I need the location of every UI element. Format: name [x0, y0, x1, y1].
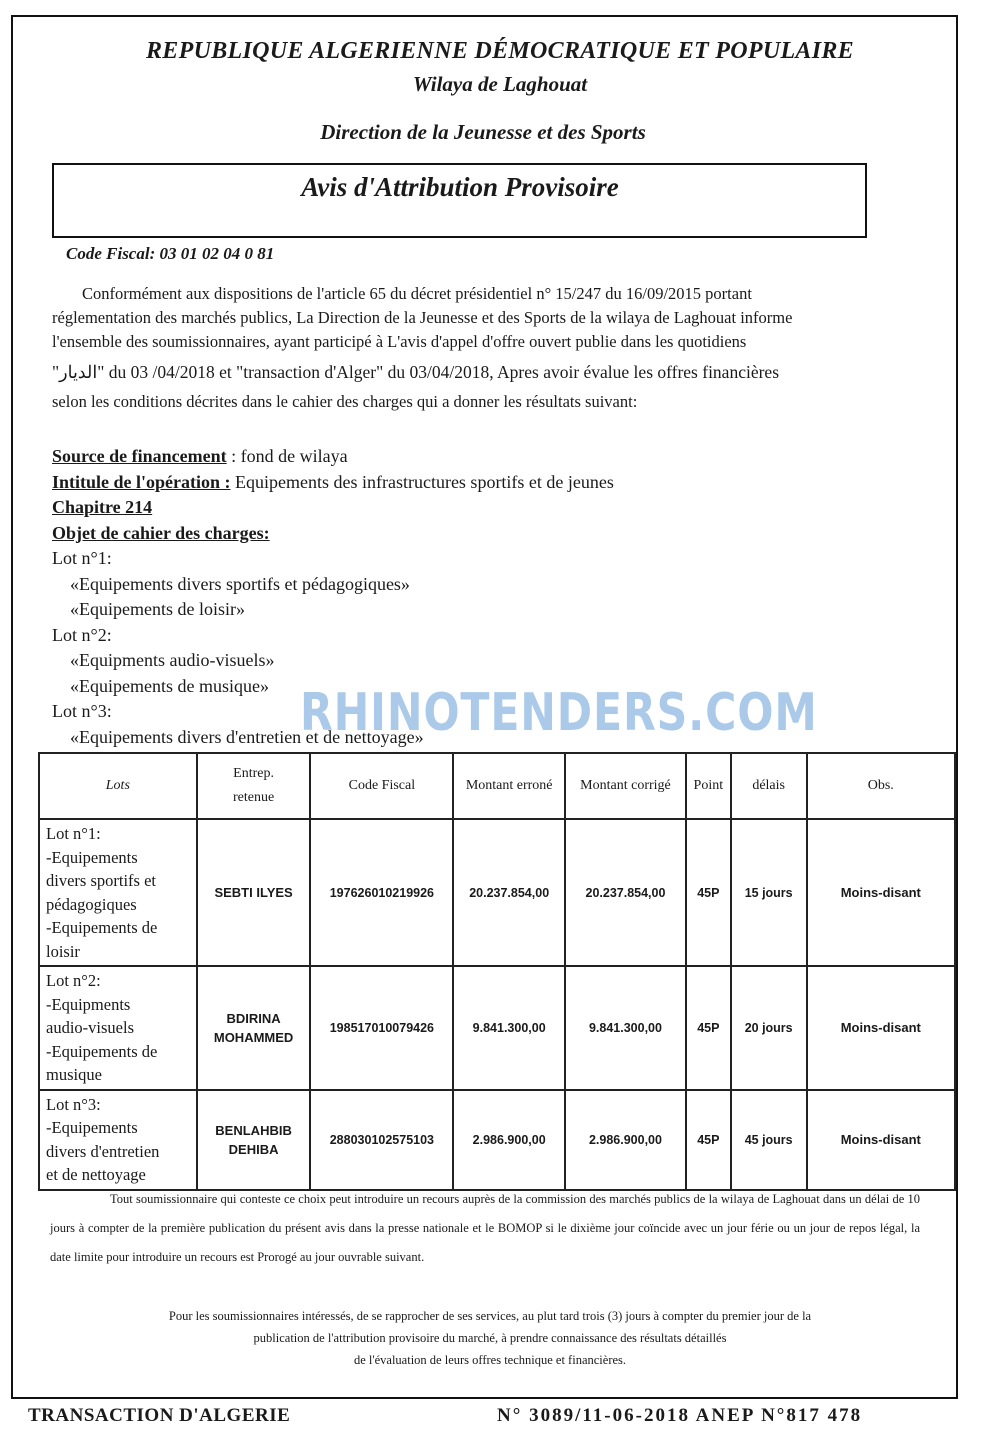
- intitule-value: Equipements des infrastructures sportifs et de jeunes: [230, 471, 614, 492]
- info-line: de l'évaluation de leurs offres technique et financières.: [353, 1353, 627, 1367]
- col-header-lots: Lots: [39, 753, 197, 819]
- montant-corrige-cell: 2.986.900,00: [565, 1090, 686, 1190]
- code-fiscal-cell: 288030102575103: [310, 1090, 453, 1190]
- entreprise-cell: [197, 1090, 311, 1190]
- col-header-montant-corrige: Montant corrigé: [565, 753, 686, 819]
- lot-line: loisir: [46, 941, 80, 961]
- lot-heading: Lot n°2:: [52, 624, 112, 645]
- point-cell: 45P: [686, 1090, 731, 1190]
- montant-errone-cell: 20.237.854,00: [453, 819, 565, 966]
- entreprise-name: MOHAMMED: [213, 1029, 294, 1045]
- lot-line: Lot n°2:: [46, 971, 101, 990]
- publication-name: TRANSACTION D'ALGERIE: [28, 1405, 291, 1426]
- col-header-point: Point: [686, 753, 731, 819]
- direction-heading: Direction de la Jeunesse et des Sports: [320, 120, 646, 144]
- table-row: [39, 1090, 955, 1190]
- entreprise-name: BDIRINA: [226, 1010, 281, 1026]
- lot-line: Lot n°1:: [46, 824, 101, 843]
- lot-line: -Equipments: [46, 994, 131, 1014]
- lot-line: audio-visuels: [46, 1018, 134, 1037]
- col-header-delais: délais: [731, 753, 807, 819]
- intro-line: Conformément aux dispositions de l'article 65 du décret présidentiel n° 15/247 du 16/09/2015 portant: [82, 284, 752, 303]
- lot-cell: [39, 1090, 197, 1190]
- source-value: : fond de wilaya: [226, 446, 348, 466]
- intitule-line: [52, 470, 614, 496]
- col-header-entreprise: [197, 753, 311, 819]
- lot-line: -Equipements de: [46, 1041, 158, 1061]
- page-title: Avis d'Attribution Provisoire: [301, 172, 619, 202]
- lot-line: divers d'entretien: [46, 1141, 160, 1161]
- code-fiscal-cell: 198517010079426: [310, 966, 453, 1090]
- info-line: Pour les soumissionnaires intéressés, de se rapprocher de ses services, au plut tard trois (3) jours à compter du premier jour de la: [168, 1309, 812, 1323]
- intro-line: selon les conditions décrites dans le cahier des charges qui a donner les résultats suivant:: [52, 392, 638, 411]
- lot-item: «Equipements de loisir»: [70, 599, 245, 619]
- lot-line: pédagogiques: [46, 894, 137, 914]
- entreprise-cell: [197, 966, 311, 1090]
- info-paragraph: [60, 1305, 920, 1371]
- intro-line: réglementation des marchés publics, La Direction de la Jeunesse et des Sports de la wilaya de Laghouat informe: [52, 308, 793, 327]
- lot-heading: Lot n°3:: [52, 701, 112, 721]
- montant-corrige-cell: 9.841.300,00: [565, 966, 686, 1090]
- recours-paragraph: [50, 1185, 920, 1272]
- montant-corrige-cell: 20.237.854,00: [565, 819, 686, 966]
- delais-cell: 15 jours: [731, 819, 807, 966]
- lot-line: -Equipements: [46, 847, 138, 867]
- watermark: RHINOTENDERS.COM: [300, 683, 818, 743]
- lot-cell: [39, 966, 197, 1090]
- intro-paragraph: [52, 282, 902, 414]
- code-fiscal-cell: 197626010219926: [310, 819, 453, 966]
- point-cell: 45P: [686, 966, 731, 1090]
- entreprise-name: SEBTI ILYES: [214, 885, 293, 900]
- source-label: Source de financement: [52, 446, 227, 466]
- wilaya-heading: Wilaya de Laghouat: [412, 72, 588, 96]
- entreprise-name: DEHIBA: [228, 1141, 279, 1157]
- table-row: [39, 966, 955, 1090]
- col-header-entreprise-1: Entrep.: [233, 766, 274, 781]
- lot-item: «Equipements divers d'entretien et de nettoyage»: [70, 726, 424, 747]
- recours-text: Tout soumissionnaire qui conteste ce choix peut introduire un recours auprès de la commission des marchés publics de la wilaya de Laghouat dans un délai de 10 jours à compter de la première publication du présent avis dans la presse nationale et le BOMOP si le dixième jour coïncide avec un jour férie ou un jour de repos légal, la date limite pour introduire un recours est Prorogé au jour ouvrable suivant.: [50, 1192, 920, 1264]
- montant-errone-cell: 9.841.300,00: [453, 966, 565, 1090]
- lot-line: et de nettoyage: [46, 1165, 146, 1184]
- publication-reference: N° 3089/11-06-2018 ANEP N°817 478: [497, 1405, 863, 1426]
- intro-line: l'ensemble des soumissionnaires, ayant participé à L'avis d'appel d'offre ouvert publie dans les quotidiens: [52, 332, 747, 351]
- obs-cell: Moins-disant: [807, 1090, 955, 1190]
- lot-line: musique: [46, 1065, 102, 1084]
- delais-cell: 20 jours: [731, 966, 807, 1090]
- col-header-entreprise-2: retenue: [232, 790, 275, 805]
- attribution-table: [38, 752, 956, 1191]
- lot-item: «Equipements divers sportifs et pédagogiques»: [70, 573, 410, 594]
- lot-line: divers sportifs et: [46, 871, 156, 890]
- intitule-label: Intitule de l'opération :: [52, 471, 231, 492]
- col-header-obs: Obs.: [807, 753, 955, 819]
- info-line: publication de l'attribution provisoire du marché, à prendre connaissance des résultats détaillés: [253, 1331, 727, 1345]
- republic-heading: REPUBLIQUE ALGERIENNE DÉMOCRATIQUE ET POPULAIRE: [146, 38, 854, 64]
- obs-cell: Moins-disant: [807, 819, 955, 966]
- table-header-row: [39, 753, 955, 819]
- objet-label: Objet de cahier des charges:: [52, 522, 270, 543]
- table-row: [39, 819, 955, 966]
- chapitre: Chapitre 214: [52, 497, 153, 517]
- delais-cell: 45 jours: [731, 1090, 807, 1190]
- lot-line: -Equipements de: [46, 918, 158, 937]
- col-header-montant-errone: Montant erroné: [453, 753, 565, 819]
- lot-line: -Equipements: [46, 1118, 138, 1137]
- source-line: [52, 444, 614, 470]
- point-cell: 45P: [686, 819, 731, 966]
- lot-line: Lot n°3:: [46, 1094, 101, 1114]
- entreprise-name: BENLAHBIB: [215, 1122, 292, 1138]
- code-fiscal: Code Fiscal: 03 01 02 04 0 81: [66, 244, 275, 263]
- obs-cell: Moins-disant: [807, 966, 955, 1090]
- montant-errone-cell: 2.986.900,00: [453, 1090, 565, 1190]
- lot-heading: Lot n°1:: [52, 548, 112, 568]
- lot-cell: [39, 819, 197, 966]
- intro-line: "الديار" du 03 /04/2018 et "transaction d'Alger" du 03/04/2018, Apres avoir évalue les offres financières: [52, 362, 780, 382]
- lot-item: «Equipements de musique»: [70, 675, 269, 696]
- entreprise-cell: [197, 819, 311, 966]
- lot-item: «Equipments audio-visuels»: [70, 650, 275, 670]
- col-header-code-fiscal: Code Fiscal: [310, 753, 453, 819]
